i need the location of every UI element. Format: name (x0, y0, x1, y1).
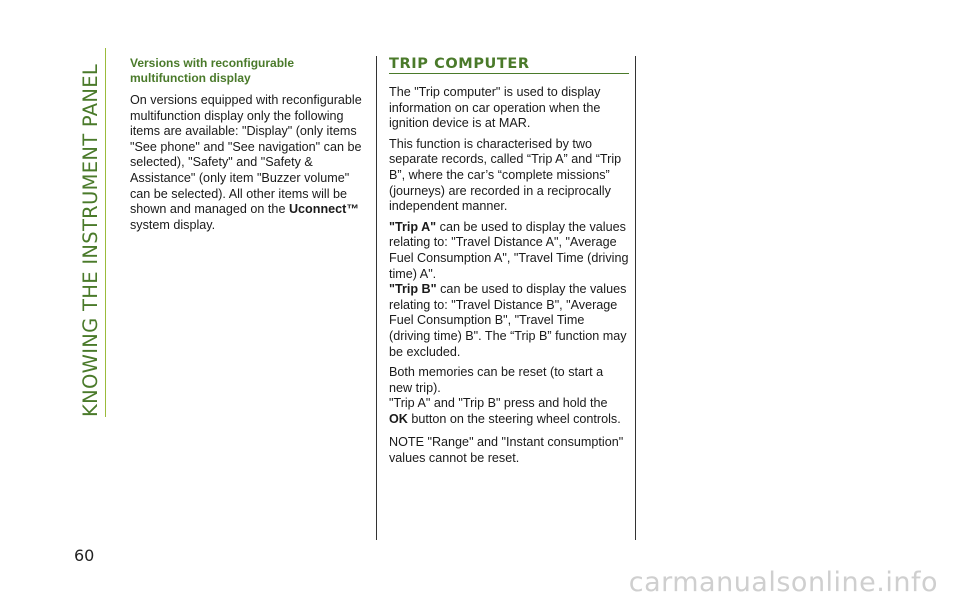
page-number: 60 (74, 546, 95, 565)
subheading: Versions with reconfigurable multifunction display (130, 56, 295, 85)
column-divider-right (635, 56, 636, 540)
trip-b-label: "Trip B" (389, 282, 437, 297)
paragraph (389, 282, 629, 360)
section-title: TRIP COMPUTER (389, 56, 629, 74)
paragraph: Both memories can be reset (to start a new trip). (389, 365, 604, 395)
paragraph-text: On versions equipped with reconfigurable multifunction display only the following items are available: "Display" (only items "See phone" and "See navigation" can be selected), "Safety" and "Safety & Assistance" (only item "Buzzer volume" can be selected). All other items will be shown and managed on the (130, 93, 362, 217)
paragraph: The "Trip computer" is used to display information on car operation when the ignition device is at MAR. (389, 85, 601, 131)
paragraph-text: can be used to display the values relating to: "Travel Distance B", "Average Fuel Consumption B", "Travel Time (driving time) B". The “Trip B” function may be excluded. (389, 282, 627, 359)
paragraph: This function is characterised by two separate records, called “Trip A” and “Trip B”, where the car’s “complete missions” (journeys) are recorded in a reciprocally independent manner. (389, 136, 622, 214)
paragraph (130, 93, 366, 233)
ok-button-label: OK (389, 411, 408, 426)
trip-a-label: "Trip A" (389, 219, 437, 234)
paragraph-text: button on the steering wheel controls. (407, 411, 621, 426)
uconnect-label: Uconnect™ (288, 202, 359, 217)
chapter-title: KNOWING THE INSTRUMENT PANEL (79, 63, 102, 417)
note: NOTE "Range" and "Instant consumption" values cannot be reset. (389, 435, 624, 466)
chapter-rule (105, 48, 106, 417)
paragraph-text: "Trip A" and "Trip B" press and hold the (389, 396, 608, 411)
paragraph (389, 220, 629, 282)
watermark: carmanualsonline.info (628, 567, 938, 598)
paragraph-text: can be used to display the values relating to: "Travel Distance A", "Average Fuel Consumption A", "Travel Time (driving time) A". (389, 219, 629, 281)
paragraph (389, 396, 629, 427)
right-column (389, 56, 629, 472)
paragraph-text: system display. (130, 217, 216, 232)
left-column (130, 56, 366, 238)
column-divider-left (376, 56, 377, 540)
